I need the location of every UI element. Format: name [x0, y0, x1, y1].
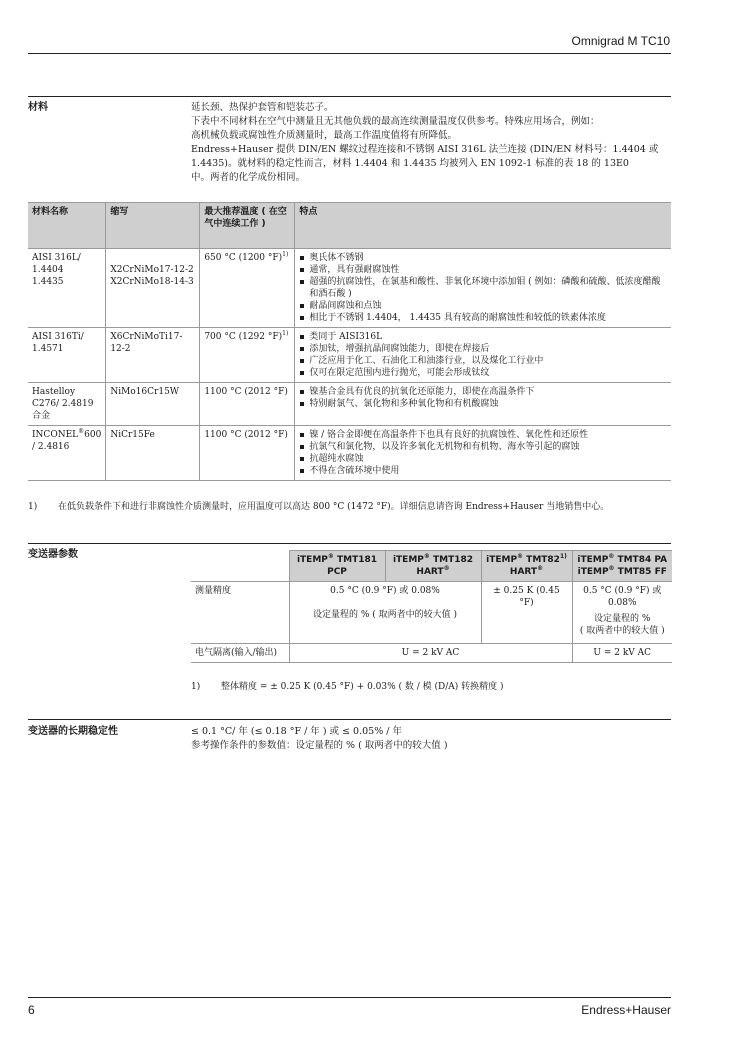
header-title: Omnigrad M TC10 [571, 34, 670, 48]
list-item: 不得在含硫环境中使用 [299, 465, 667, 477]
table-row [28, 383, 671, 426]
list-item: 抗氯气和氯化物，以及许多氧化无机物和有机物、海水等引起的腐蚀 [299, 441, 667, 453]
stability-line: 参考操作条件的参数值：设定量程的 % ( 取两者中的较大值 ) [191, 740, 448, 751]
material-intro [191, 101, 673, 185]
transmitter-rule [28, 543, 671, 544]
material-table-header [28, 203, 671, 249]
material-temp: 1100 °C (2012 °F) [200, 426, 295, 481]
col-header-name: 材料名称 [28, 203, 106, 249]
page-number: 6 [28, 1003, 35, 1017]
material-name: Hastelloy C276/ 2.4819 合金 [28, 383, 106, 426]
list-item: 仅可在限定范围内进行抛光，可能会形成钛纹 [299, 367, 667, 379]
isolation-84-85: U = 2 kV AC [572, 644, 672, 663]
transmitter-footnote-mark: 1) [191, 682, 201, 692]
list-item: 抗超纯水腐蚀 [299, 453, 667, 465]
material-abbr: X6CrNiMoTi17-12-2 [106, 328, 200, 383]
footer-rule [28, 997, 671, 998]
table-row [191, 582, 672, 644]
material-temp: 1100 °C (2012 °F) [200, 383, 295, 426]
col-header-abbr: 缩写 [106, 203, 200, 249]
material-abbr: X2CrNiMo17-12-2 X2CrNiMo18-14-3 [106, 249, 200, 328]
intro-line: 高机械负载或腐蚀性介质测量时，最高工作温度值将有所降低。 [191, 130, 458, 141]
intro-line: 延长颈、热保护套管和铠装芯子。 [191, 102, 334, 113]
material-temp: 700 °C (1292 °F)$^{1)}$ [200, 328, 295, 383]
material-footnote: 在低负载条件下和进行非腐蚀性介质测量时，应用温度可以高达 800 °C (1472 °F)。详细信息请咨询 Endress+Hauser 当地销售中心。 [58, 502, 610, 512]
list-item: 类同于 AISI316L [299, 331, 667, 343]
col-header-tmt84-85: iTEMP® TMT84 PA iTEMP® TMT85 FF [572, 551, 672, 582]
material-footnote-mark: 1) [28, 502, 38, 512]
intro-line: 1.4435)。就材料的稳定性而言，材料 1.4404 和 1.4435 均被列入 EN 1092-1 标准的表 18 的 13E0 [191, 158, 629, 169]
blank-header [191, 551, 289, 582]
list-item: 超强的抗腐蚀性，在氯基和酸性、非氧化环境中添加钼 ( 例如：磷酸和硫酸、低浓度醋酸和酒石酸 ) [299, 276, 667, 300]
footnote-ref: 1) [282, 330, 289, 337]
transmitter-table [191, 550, 672, 663]
material-table [28, 202, 671, 481]
material-features [295, 328, 671, 383]
transmitter-table-header [191, 551, 672, 582]
list-item: 镍基合金具有优良的抗氧化还原能力，即使在高温条件下 [299, 386, 667, 398]
table-row [191, 644, 672, 663]
col-header-tmt182: iTEMP® TMT182 HART® [385, 551, 481, 582]
stability-label: 变送器的长期稳定性 [28, 726, 118, 737]
material-name: AISI 316L/ 1.4404 1.4435 [28, 249, 106, 328]
list-item: 广泛应用于化工、石油化工和油漆行业，以及煤化工行业中 [299, 355, 667, 367]
list-item: 通常，具有强耐腐蚀性 [299, 264, 667, 276]
intro-line: Endress+Hauser 提供 DIN/EN 螺纹过程连接和不锈钢 AISI 316L 法兰连接 (DIN/EN 材料号：1.4404 或 [191, 144, 659, 155]
col-header-tmt181: iTEMP® TMT181 PCP [289, 551, 385, 582]
accuracy-181-182: 0.5 °C (0.9 °F) 或 0.08% 设定量程的 % ( 取两者中的较大值 ) [289, 582, 481, 644]
stability-rule [28, 719, 671, 720]
material-features [295, 249, 671, 328]
material-name: AISI 316Ti/ 1.4571 [28, 328, 106, 383]
material-abbr: NiMo16Cr15W [106, 383, 200, 426]
transmitter-footnote: 整体精度 = ± 0.25 K (0.45 °F) + 0.03% ( 数 / 模 (D/A) 转换精度 ) [221, 682, 504, 692]
material-rule [28, 96, 671, 97]
isolation-label: 电气隔离(输入/输出) [191, 644, 289, 663]
stability-line: ≤ 0.1 °C/ 年 (≤ 0.18 °F / 年 ) 或 ≤ 0.05% / 年 [191, 726, 402, 737]
material-temp: 650 °C (1200 °F)$^{1)}$ [200, 249, 295, 328]
list-item: 耐晶间腐蚀和点蚀 [299, 300, 667, 312]
table-row [28, 426, 671, 481]
material-name: INCONEL®600 / 2.4816 [28, 426, 106, 481]
material-abbr: NiCr15Fe [106, 426, 200, 481]
transmitter-label: 变送器参数 [28, 549, 78, 560]
col-header-temp: 最大推荐温度 ( 在空气中连续工作 ) [200, 203, 295, 249]
list-item: 相比于不锈钢 1.4404， 1.4435 具有较高的耐腐蚀性和较低的铁素体浓度 [299, 312, 667, 324]
table-row [28, 328, 671, 383]
intro-line: 中。两者的化学成份相同。 [191, 172, 306, 183]
table-row [28, 249, 671, 328]
col-header-tmt82: iTEMP® TMT82$^{1)}$ HART® [481, 551, 572, 582]
material-features [295, 426, 671, 481]
accuracy-label: 测量精度 [191, 582, 289, 644]
list-item: 添加钛，增强抗晶间腐蚀能力，即使在焊接后 [299, 343, 667, 355]
header-rule [28, 53, 671, 54]
col-header-features: 特点 [295, 203, 671, 249]
accuracy-82: ± 0.25 K (0.45 °F) [481, 582, 572, 644]
material-features [295, 383, 671, 426]
footnote-ref: 1) [282, 251, 289, 258]
footer-brand: Endress+Hauser [581, 1003, 671, 1017]
stability-text [191, 725, 673, 753]
list-item: 镍 / 铬合金即便在高温条件下也具有良好的抗腐蚀性、氧化性和还原性 [299, 429, 667, 441]
material-label: 材料 [28, 102, 48, 113]
list-item: 特别耐氯气、氯化物和多种氧化物和有机酸腐蚀 [299, 398, 667, 410]
accuracy-84-85: 0.5 °C (0.9 °F) 或 0.08% 设定量程的 % ( 取两者中的较大值 ) [572, 582, 672, 644]
intro-line: 下表中不同材料在空气中测量且无其他负载的最高连续测量温度仅供参考。特殊应用场合，例如： [191, 116, 600, 127]
list-item: 奥氏体不锈钢 [299, 252, 667, 264]
isolation-main: U = 2 kV AC [289, 644, 572, 663]
